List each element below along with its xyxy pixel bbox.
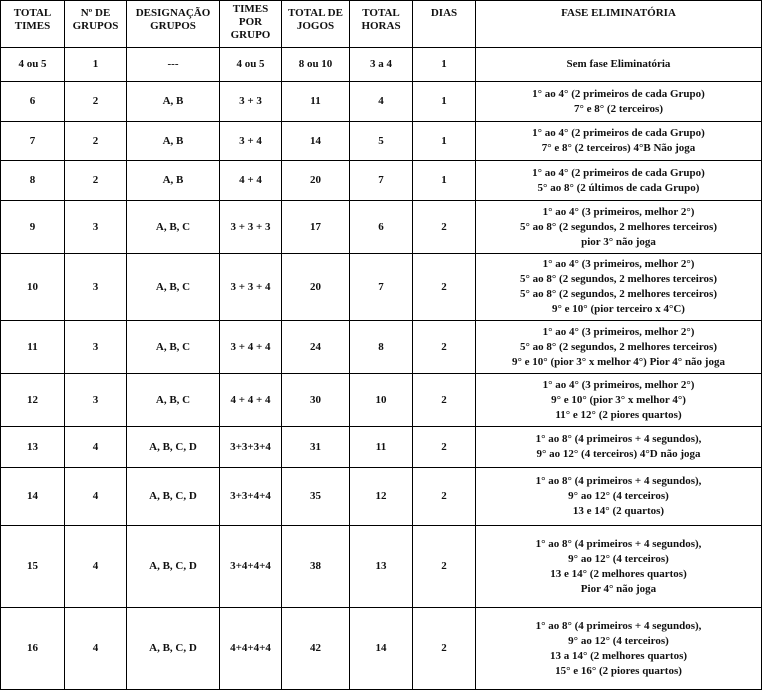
- cell-fase-eliminatoria: [476, 526, 762, 608]
- cell-total-jogos: 31: [282, 427, 350, 468]
- header-designacao: DESIGNAÇÃO GRUPOS: [127, 1, 220, 48]
- header-row: [1, 1, 762, 48]
- fase-line: 1° ao 4° (3 primeiros, melhor 2°): [542, 258, 695, 270]
- cell-times-por-grupo: 3 + 4 + 4: [220, 321, 282, 374]
- cell-dias: 2: [413, 526, 476, 608]
- cell-fase-eliminatoria: [476, 201, 762, 254]
- cell-total-horas: 7: [350, 254, 413, 321]
- fase-line: 9° ao 12° (4 terceiros): [568, 490, 669, 502]
- cell-total-times: 14: [1, 468, 65, 526]
- cell-fase-eliminatoria: [476, 122, 762, 161]
- table-row: [1, 374, 762, 427]
- cell-total-jogos: 42: [282, 608, 350, 690]
- header-total-jogos: TOTAL DE JOGOS: [282, 1, 350, 48]
- table-row: [1, 254, 762, 321]
- cell-designacao: A, B: [127, 161, 220, 201]
- fase-line: 7° e 8° (2 terceiros): [573, 102, 664, 115]
- cell-fase-eliminatoria: [476, 254, 762, 321]
- cell-total-horas: 3 a 4: [350, 48, 413, 82]
- cell-total-jogos: 24: [282, 321, 350, 374]
- cell-fase-eliminatoria: [476, 468, 762, 526]
- cell-total-times: 9: [1, 201, 65, 254]
- cell-n-grupos: 4: [65, 608, 127, 690]
- table-row: [1, 608, 762, 690]
- cell-designacao: A, B, C, D: [127, 468, 220, 526]
- cell-total-times: 13: [1, 427, 65, 468]
- cell-total-times: 4 ou 5: [1, 48, 65, 82]
- cell-n-grupos: 3: [65, 201, 127, 254]
- header-fase: FASE ELIMINATÓRIA: [476, 1, 762, 48]
- cell-total-times: 11: [1, 321, 65, 374]
- header-n-grupos: Nº DE GRUPOS: [65, 1, 127, 48]
- fase-line: 1° ao 4° (2 primeiros de cada Grupo): [532, 127, 705, 139]
- cell-times-por-grupo: 3+4+4+4: [220, 526, 282, 608]
- fase-line: 1° ao 8° (4 primeiros + 4 segundos),: [535, 475, 702, 487]
- cell-fase-eliminatoria: [476, 427, 762, 468]
- fase-line: 1° ao 8° (4 primeiros + 4 segundos),: [535, 433, 702, 445]
- cell-total-horas: 7: [350, 161, 413, 201]
- header-total-times: TOTAL TIMES: [1, 1, 65, 48]
- table-row: [1, 201, 762, 254]
- cell-total-times: 16: [1, 608, 65, 690]
- cell-n-grupos: 3: [65, 254, 127, 321]
- cell-times-por-grupo: 4 + 4 + 4: [220, 374, 282, 427]
- fase-line: 15° e 16° (2 piores quartos): [555, 664, 682, 677]
- fase-line: 1° ao 4° (3 primeiros, melhor 2°): [542, 325, 695, 338]
- table-row: [1, 161, 762, 201]
- cell-times-por-grupo: 4+4+4+4: [220, 608, 282, 690]
- cell-total-times: 12: [1, 374, 65, 427]
- cell-designacao: A, B, C, D: [127, 526, 220, 608]
- fase-line: pior 3° não joga: [581, 235, 656, 248]
- cell-total-jogos: 17: [282, 201, 350, 254]
- fase-line: 1° ao 4° (3 primeiros, melhor 2°): [542, 378, 695, 391]
- table-row: [1, 427, 762, 468]
- table-body: [1, 48, 762, 690]
- cell-total-jogos: 11: [282, 82, 350, 122]
- cell-total-jogos: 8 ou 10: [282, 48, 350, 82]
- cell-times-por-grupo: 3+3+3+4: [220, 427, 282, 468]
- cell-dias: 2: [413, 608, 476, 690]
- cell-n-grupos: 2: [65, 161, 127, 201]
- fase-line: 9° e 10° (pior 3° x melhor 4°) Pior 4° não joga: [512, 355, 725, 368]
- fase-line: 9° e 10° (pior terceiro x 4°C): [552, 303, 685, 315]
- cell-times-por-grupo: 3 + 4: [220, 122, 282, 161]
- table-row: [1, 321, 762, 374]
- cell-total-horas: 10: [350, 374, 413, 427]
- cell-total-jogos: 35: [282, 468, 350, 526]
- header-times-por-grupo: TIMES POR GRUPO: [220, 1, 282, 48]
- fase-line: 9° ao 12° (4 terceiros): [568, 634, 669, 647]
- cell-times-por-grupo: 3 + 3 + 3: [220, 201, 282, 254]
- header-total-horas: TOTAL HORAS: [350, 1, 413, 48]
- fase-line: 1° ao 8° (4 primeiros + 4 segundos),: [535, 619, 702, 632]
- cell-total-jogos: 20: [282, 254, 350, 321]
- cell-dias: 2: [413, 254, 476, 321]
- cell-total-times: 6: [1, 82, 65, 122]
- fase-line: 5° ao 8° (2 segundos, 2 melhores terceiros): [519, 220, 717, 233]
- fase-line: 9° ao 12° (4 terceiros) 4°D não joga: [536, 448, 701, 460]
- cell-designacao: A, B, C: [127, 321, 220, 374]
- fase-line: 1° ao 4° (2 primeiros de cada Grupo): [532, 166, 705, 179]
- cell-total-horas: 8: [350, 321, 413, 374]
- fase-line: 13 e 14° (2 melhores quartos): [550, 567, 687, 580]
- cell-total-horas: 14: [350, 608, 413, 690]
- cell-designacao: A, B: [127, 82, 220, 122]
- cell-n-grupos: 2: [65, 82, 127, 122]
- cell-total-jogos: 20: [282, 161, 350, 201]
- cell-total-horas: 4: [350, 82, 413, 122]
- cell-designacao: A, B, C: [127, 374, 220, 427]
- header-dias: DIAS: [413, 1, 476, 48]
- cell-n-grupos: 3: [65, 321, 127, 374]
- cell-n-grupos: 4: [65, 526, 127, 608]
- cell-dias: 1: [413, 161, 476, 201]
- cell-n-grupos: 4: [65, 427, 127, 468]
- cell-n-grupos: 3: [65, 374, 127, 427]
- fase-line: 5° ao 8° (2 segundos, 2 melhores terceiros): [519, 288, 717, 300]
- fase-line: 5° ao 8° (2 últimos de cada Grupo): [537, 181, 700, 194]
- fase-line: 1° ao 4° (2 primeiros de cada Grupo): [532, 87, 705, 100]
- fase-line: 13 e 14° (2 quartos): [572, 505, 665, 517]
- cell-total-horas: 12: [350, 468, 413, 526]
- cell-total-jogos: 14: [282, 122, 350, 161]
- fase-line: Pior 4° não joga: [580, 582, 657, 595]
- cell-dias: 2: [413, 427, 476, 468]
- cell-designacao: A, B, C, D: [127, 427, 220, 468]
- cell-total-times: 7: [1, 122, 65, 161]
- cell-fase-eliminatoria: [476, 321, 762, 374]
- cell-times-por-grupo: 3+3+4+4: [220, 468, 282, 526]
- cell-dias: 1: [413, 48, 476, 82]
- table-row: [1, 48, 762, 82]
- fase-line: 9° ao 12° (4 terceiros): [568, 552, 669, 565]
- cell-dias: 1: [413, 82, 476, 122]
- cell-times-por-grupo: 4 + 4: [220, 161, 282, 201]
- cell-designacao: A, B: [127, 122, 220, 161]
- cell-fase-eliminatoria: [476, 82, 762, 122]
- cell-dias: 2: [413, 201, 476, 254]
- cell-fase-eliminatoria: [476, 608, 762, 690]
- cell-dias: 1: [413, 122, 476, 161]
- table-row: [1, 526, 762, 608]
- table-row: [1, 122, 762, 161]
- cell-total-horas: 13: [350, 526, 413, 608]
- cell-total-horas: 6: [350, 201, 413, 254]
- cell-dias: 2: [413, 468, 476, 526]
- fase-line: 11° e 12° (2 piores quartos): [555, 408, 682, 421]
- cell-n-grupos: 1: [65, 48, 127, 82]
- cell-total-horas: 11: [350, 427, 413, 468]
- table-row: [1, 82, 762, 122]
- cell-dias: 2: [413, 374, 476, 427]
- fase-line: 5° ao 8° (2 segundos, 2 melhores terceiros): [519, 273, 717, 285]
- fase-line: 7° e 8° (2 terceiros) 4°B Não joga: [541, 142, 696, 154]
- cell-fase-eliminatoria: [476, 161, 762, 201]
- cell-times-por-grupo: 3 + 3 + 4: [220, 254, 282, 321]
- fase-line: 9° e 10° (pior 3° x melhor 4°): [551, 393, 686, 406]
- table-row: [1, 468, 762, 526]
- fase-line: 5° ao 8° (2 segundos, 2 melhores terceiros): [519, 340, 717, 353]
- cell-times-por-grupo: 3 + 3: [220, 82, 282, 122]
- cell-designacao: A, B, C: [127, 254, 220, 321]
- cell-total-jogos: 38: [282, 526, 350, 608]
- fase-line: 1° ao 8° (4 primeiros + 4 segundos),: [535, 537, 702, 550]
- cell-designacao: A, B, C, D: [127, 608, 220, 690]
- cell-designacao: A, B, C: [127, 201, 220, 254]
- cell-total-jogos: 30: [282, 374, 350, 427]
- cell-total-times: 8: [1, 161, 65, 201]
- fase-line: 13 a 14° (2 melhores quartos): [549, 649, 688, 662]
- cell-designacao: ---: [127, 48, 220, 82]
- cell-times-por-grupo: 4 ou 5: [220, 48, 282, 82]
- fase-line: Sem fase Eliminatória: [566, 58, 671, 70]
- fase-line: 1° ao 4° (3 primeiros, melhor 2°): [542, 205, 695, 218]
- cell-dias: 2: [413, 321, 476, 374]
- cell-total-horas: 5: [350, 122, 413, 161]
- cell-fase-eliminatoria: [476, 374, 762, 427]
- cell-n-grupos: 4: [65, 468, 127, 526]
- cell-total-times: 10: [1, 254, 65, 321]
- cell-n-grupos: 2: [65, 122, 127, 161]
- cell-fase-eliminatoria: [476, 48, 762, 82]
- cell-total-times: 15: [1, 526, 65, 608]
